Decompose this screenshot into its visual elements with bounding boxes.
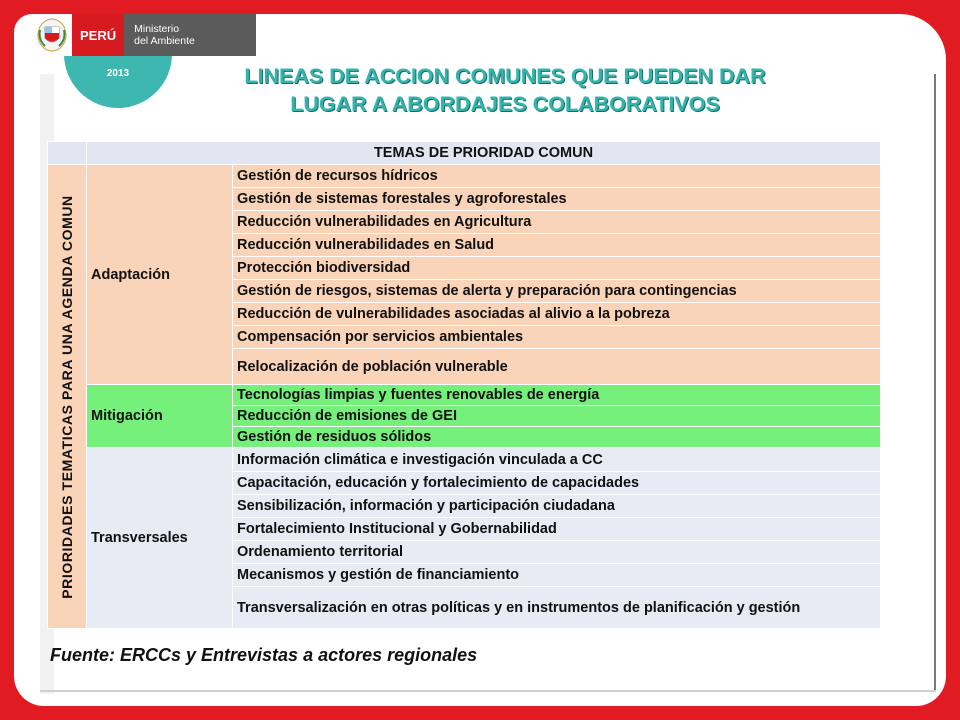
coat-of-arms-icon <box>32 14 72 56</box>
title-line-2: LUGAR A ABORDAJES COLABORATIVOS <box>290 92 720 116</box>
item-adaptacion-2: Gestión de sistemas forestales y agroforestales <box>233 188 881 211</box>
item-adaptacion-5: Protección biodiversidad <box>233 257 881 280</box>
table-header: TEMAS DE PRIORIDAD COMUN <box>87 142 881 165</box>
item-transversales-4: Fortalecimiento Institucional y Gobernabilidad <box>233 518 881 541</box>
item-mitigacion-2: Reducción de emisiones de GEI <box>233 406 881 427</box>
source-note: Fuente: ERCCs y Entrevistas a actores regionales <box>50 645 478 665</box>
slide-title <box>150 62 860 118</box>
item-transversales-2: Capacitación, educación y fortalecimiento de capacidades <box>233 472 881 495</box>
title-line-1: LINEAS DE ACCION COMUNES QUE PUEDEN DAR <box>244 64 766 88</box>
logo-country: PERÚ <box>72 14 124 56</box>
bottom-border-line <box>40 690 936 692</box>
item-adaptacion-9: Relocalización de población vulnerable <box>233 349 881 385</box>
badge-year: 2013 <box>106 68 130 79</box>
category-transversales: Transversales <box>87 448 233 629</box>
item-mitigacion-3: Gestión de residuos sólidos <box>233 427 881 448</box>
item-adaptacion-7: Reducción de vulnerabilidades asociadas al alivio a la pobreza <box>233 303 881 326</box>
side-label-cell <box>48 165 87 629</box>
item-adaptacion-8: Compensación por servicios ambientales <box>233 326 881 349</box>
ministry-logo <box>32 14 256 56</box>
item-adaptacion-3: Reducción vulnerabilidades en Agricultura <box>233 211 881 234</box>
right-border-line <box>934 74 936 692</box>
item-mitigacion-1: Tecnologías limpias y fuentes renovables de energía <box>233 385 881 406</box>
item-transversales-7: Transversalización en otras políticas y en instrumentos de planificación y gestión <box>233 587 881 629</box>
item-transversales-3: Sensibilización, información y participación ciudadana <box>233 495 881 518</box>
item-transversales-5: Ordenamiento territorial <box>233 541 881 564</box>
logo-ministry-line1: Ministerio <box>134 23 180 35</box>
category-mitigacion: Mitigación <box>87 385 233 448</box>
side-label: PRIORIDADES TEMATICAS PARA UNA AGENDA COMUN <box>59 194 75 599</box>
item-transversales-1: Información climática e investigación vinculada a CC <box>233 448 881 472</box>
item-transversales-6: Mecanismos y gestión de financiamiento <box>233 564 881 587</box>
logo-ministry-line2: del Ambiente <box>134 35 195 47</box>
item-adaptacion-1: Gestión de recursos hídricos <box>233 165 881 188</box>
logo-ministry <box>124 14 256 56</box>
item-adaptacion-6: Gestión de riesgos, sistemas de alerta y preparación para contingencias <box>233 280 881 303</box>
priority-table <box>47 141 881 629</box>
item-adaptacion-4: Reducción vulnerabilidades en Salud <box>233 234 881 257</box>
category-adaptacion: Adaptación <box>87 165 233 385</box>
